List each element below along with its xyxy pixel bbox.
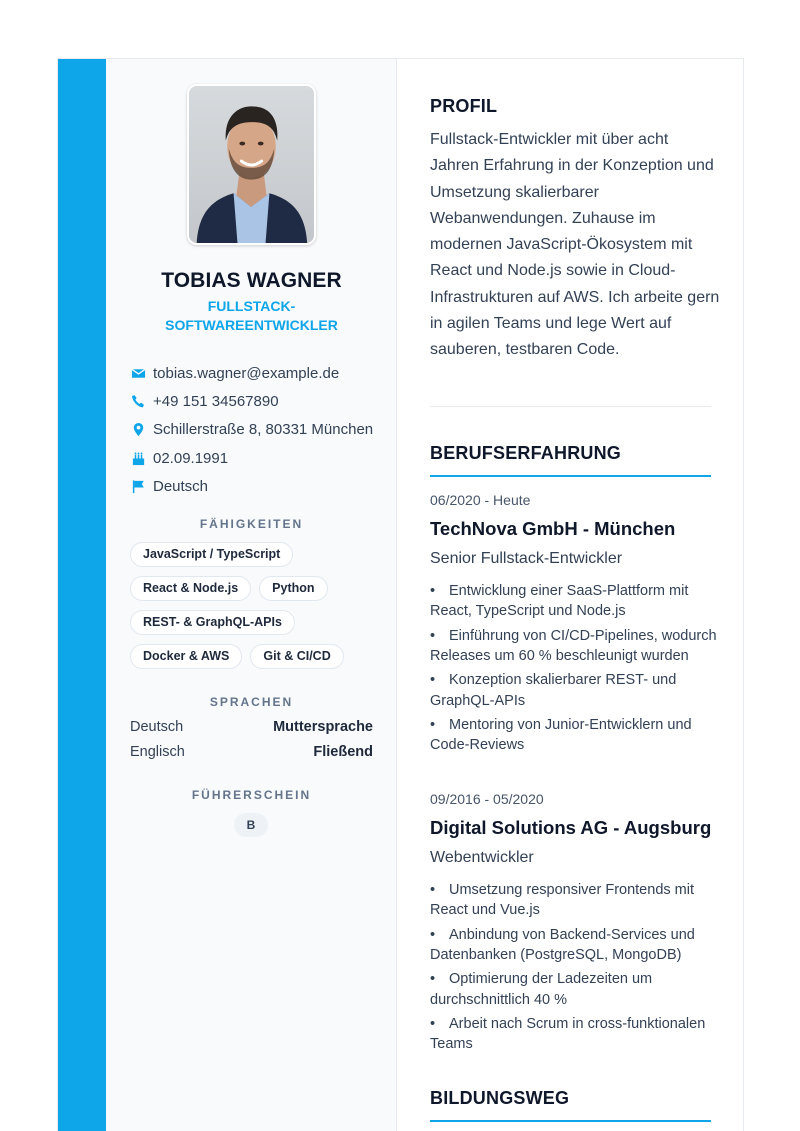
language-row (130, 719, 373, 744)
job-bullet-text: Entwicklung einer SaaS-Plattform mit React, TypeScript und Node.js (430, 583, 689, 620)
birthday-cake-icon (130, 450, 146, 466)
job-bullet-text: Einführung von CI/CD-Pipelines, wodurch Releases um 60 % beschleunigt wurden (430, 627, 717, 664)
contact-email-text: tobias.wagner@example.de (153, 364, 340, 382)
job-bullet: • Umsetzung responsiver Frontends mit React und Vue.js (430, 882, 694, 919)
skill-chip: React & Node.js (130, 576, 251, 601)
profile-title: PROFIL (430, 96, 498, 116)
experience-title: BERUFSERFAHRUNG (430, 443, 622, 463)
languages-title: SPRACHEN (209, 695, 294, 709)
contact-nationality (130, 473, 390, 501)
language-level: Muttersprache (273, 719, 373, 735)
contact-phone[interactable] (130, 387, 390, 415)
person-name: TOBIAS WAGNER (161, 269, 342, 292)
language-name: Englisch (130, 743, 185, 760)
resume-page (57, 58, 744, 1131)
flag-icon (130, 479, 146, 495)
map-pin-icon (130, 422, 146, 438)
contact-address (130, 416, 390, 444)
language-level: Fließend (313, 743, 373, 760)
profile-text: Fullstack-Entwickler mit über acht Jahren Erfahrung in der Konzeption und Umsetzung skalierbarer Webanwendungen. Zuhause im modernen JavaScript-Ökosystem mit React und Node.js sowie in Cloud-Infrastrukturen auf AWS. Ich arbeite gern in agilen Teams und lege Wert auf sauberen, testbaren Code. (430, 131, 720, 359)
skill-chip: JavaScript / TypeScript (130, 542, 293, 567)
job-role: Webentwickler (430, 849, 534, 866)
skill-row (130, 610, 380, 635)
skill-chip: Python (259, 576, 327, 601)
contact-email[interactable] (130, 359, 390, 387)
job-bullet-text: Optimierung der Ladezeiten um durchschnittlich 40 % (430, 971, 653, 1008)
person-role: FULLSTACK-SOFTWAREENTWICKLER (165, 298, 338, 333)
job-bullet: • Einführung von CI/CD-Pipelines, wodurch Releases um 60 % beschleunigt wurden (430, 627, 717, 664)
main-content (430, 59, 720, 1131)
skills-list (130, 542, 380, 678)
job-company: Digital Solutions AG - Augsburg (430, 817, 712, 838)
language-name: Deutsch (130, 719, 184, 735)
language-row (130, 744, 373, 769)
skill-chip: REST- & GraphQL-APIs (130, 610, 295, 635)
education-underline (430, 1120, 711, 1122)
section-divider (430, 406, 711, 407)
skills-title: FÄHIGKEITEN (199, 517, 304, 531)
skill-row (130, 644, 380, 669)
job-bullets (430, 581, 720, 756)
job-bullet: • Arbeit nach Scrum in cross-funktionalen Teams (430, 1016, 706, 1053)
profile-photo (187, 84, 316, 245)
job-bullet-text: Mentoring von Junior-Entwicklern und Code-Reviews (430, 717, 692, 754)
job-bullet-text: Anbindung von Backend-Services und Datenbanken (PostgreSQL, MongoDB) (430, 926, 695, 963)
envelope-icon (130, 365, 146, 381)
job-bullet: • Entwicklung einer SaaS-Plattform mit React, TypeScript und Node.js (430, 583, 689, 620)
job-bullet-text: Umsetzung responsiver Frontends mit React und Vue.js (430, 882, 694, 919)
contact-address-text: Schillerstraße 8, 80331 München (153, 421, 374, 439)
job-bullet-text: Arbeit nach Scrum in cross-funktionalen Teams (430, 1016, 706, 1053)
contact-phone-text: +49 151 34567890 (153, 393, 279, 411)
job-entry (430, 492, 720, 760)
experience-underline (430, 475, 711, 477)
job-entry (430, 791, 720, 1059)
job-date: 06/2020 - Heute (430, 492, 531, 508)
license-badge: B (234, 813, 268, 837)
phone-icon (130, 394, 146, 410)
job-bullet: • Anbindung von Backend-Services und Datenbanken (PostgreSQL, MongoDB) (430, 926, 695, 963)
languages-list (130, 719, 373, 768)
contact-birthday (130, 444, 390, 472)
contact-nationality-text: Deutsch (153, 478, 209, 496)
skill-chip: Docker & AWS (130, 644, 242, 669)
license-title: FÜHRERSCHEIN (191, 788, 312, 802)
job-company: TechNova GmbH - München (430, 518, 676, 539)
accent-bar (58, 59, 106, 1131)
skill-chip: Git & CI/CD (250, 644, 343, 669)
job-bullet: • Mentoring von Junior-Entwicklern und Code-Reviews (430, 717, 692, 754)
job-bullet: • Konzeption skalierbarer REST- und GraphQL-APIs (430, 672, 677, 709)
job-bullets (430, 880, 720, 1055)
skill-row (130, 542, 380, 567)
job-bullet: • Optimierung der Ladezeiten um durchschnittlich 40 % (430, 971, 653, 1008)
education-title: BILDUNGSWEG (430, 1088, 570, 1108)
job-date: 09/2016 - 05/2020 (430, 791, 544, 807)
contact-list (130, 359, 390, 501)
job-bullet-text: Konzeption skalierbarer REST- und GraphQL-APIs (430, 672, 677, 709)
skill-row (130, 576, 380, 601)
sidebar (106, 59, 397, 1131)
contact-birthday-text: 02.09.1991 (153, 449, 229, 467)
job-role: Senior Fullstack-Entwickler (430, 550, 623, 567)
